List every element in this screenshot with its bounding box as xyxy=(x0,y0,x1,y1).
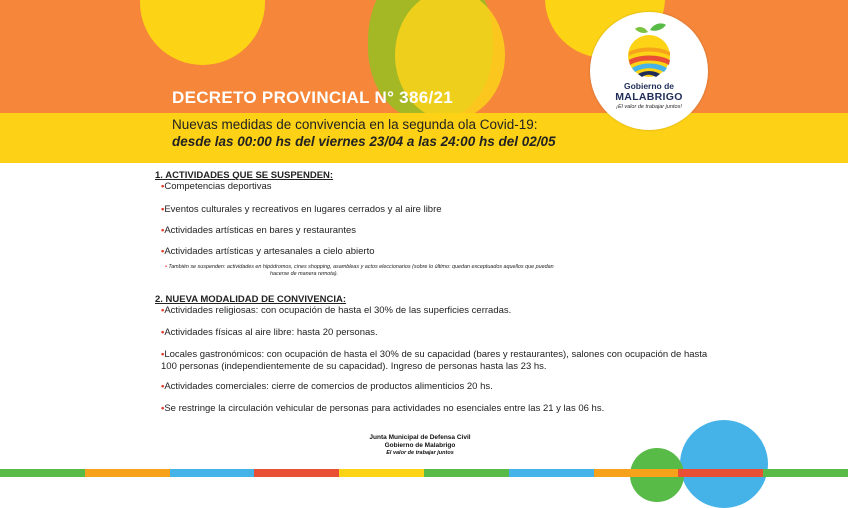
footer-slogan: El valor de trabajar juntos xyxy=(386,450,454,456)
stripe-segment xyxy=(763,469,848,477)
list-item-text: Actividades religiosas: con ocupación de hasta el 30% de las superficies cerradas. xyxy=(164,305,512,316)
bullet-icon: • xyxy=(161,181,165,192)
stripe-segment xyxy=(678,469,763,477)
stripe-segment xyxy=(509,469,594,477)
stripe-segment xyxy=(594,469,679,477)
bullet-icon: • xyxy=(161,381,165,392)
malabrigo-logo xyxy=(590,12,708,130)
note-text-line-1: También se suspenden: actividades en hipódromos, cines shopping, asambleas y actos eleccionarios (sobre lo último: quedan exceptuados aquellos que puedan xyxy=(168,264,554,270)
list-item xyxy=(161,403,716,415)
bullet-icon: • xyxy=(161,327,165,338)
subtitle-line-1: Nuevas medidas de convivencia en la segunda ola Covid-19: xyxy=(172,117,538,132)
list-item xyxy=(161,225,716,237)
list-item-text: Actividades físicas al aire libre: hasta 20 personas. xyxy=(164,327,378,338)
footer-org: Junta Municipal de Defensa Civil xyxy=(369,434,471,441)
list-item xyxy=(161,204,716,216)
list-item xyxy=(161,349,721,373)
bullet-icon: • xyxy=(165,264,167,270)
bullet-icon: • xyxy=(161,246,165,257)
color-stripe xyxy=(0,469,848,477)
list-item-text: Locales gastronómicos: con ocupación de hasta el 30% de su capacidad (bares y restaurantes), salones con ocupación de hasta 100 personas (independientemente de su capacidad). Ingreso de personas hasta las 23 hs. xyxy=(161,349,708,372)
list-item-text: Actividades artísticas y artesanales a cielo abierto xyxy=(164,246,375,257)
list-item-text: Se restringe la circulación vehicular de personas para actividades no esenciales entre las 21 y las 06 hs. xyxy=(164,403,605,414)
bullet-icon: • xyxy=(161,204,165,215)
subtitle-line-2: desde las 00:00 hs del viernes 23/04 a las 24:00 hs del 02/05 xyxy=(172,134,556,149)
list-item xyxy=(161,246,716,258)
list-item xyxy=(161,181,716,193)
logo-slogan: ¡El valor de trabajar juntos! xyxy=(616,104,682,110)
stripe-segment xyxy=(424,469,509,477)
list-item xyxy=(161,327,716,339)
stripe-segment xyxy=(170,469,255,477)
page-title: DECRETO PROVINCIAL N° 386/21 xyxy=(172,88,453,107)
footer-signature xyxy=(340,434,500,457)
decorative-circle-yellow-left xyxy=(140,0,265,65)
list-item-text: Actividades comerciales: cierre de comercios de productos alimenticios 20 hs. xyxy=(164,381,493,392)
bullet-icon: • xyxy=(161,305,165,316)
stripe-segment xyxy=(0,469,85,477)
footer-government: Gobierno de Malabrigo xyxy=(384,442,456,449)
list-item xyxy=(161,305,716,317)
bullet-icon: • xyxy=(161,349,165,360)
list-item-text: Competencias deportivas xyxy=(164,181,272,192)
decorative-circle-blue xyxy=(680,420,768,508)
fruit-logo-icon xyxy=(624,22,674,80)
bullet-icon: • xyxy=(161,403,165,414)
logo-text-malabrigo: MALABRIGO xyxy=(615,91,683,103)
section-heading-suspensions: 1. ACTIVIDADES QUE SE SUSPENDEN: xyxy=(155,170,334,181)
note-text-line-2: hacerse de manera remota). xyxy=(270,271,339,277)
stripe-segment xyxy=(254,469,339,477)
section-heading-coexistence: 2. NUEVA MODALIDAD DE CONVIVENCIA: xyxy=(155,294,347,305)
logo-text-gobierno: Gobierno de xyxy=(623,81,675,91)
stripe-segment xyxy=(85,469,170,477)
list-item xyxy=(161,381,716,393)
stripe-segment xyxy=(339,469,424,477)
suspension-note xyxy=(165,264,665,278)
list-item-text: Actividades artísticas en bares y restaurantes xyxy=(164,225,357,236)
bullet-icon: • xyxy=(161,225,165,236)
list-item-text: Eventos culturales y recreativos en lugares cerrados y al aire libre xyxy=(164,204,442,215)
